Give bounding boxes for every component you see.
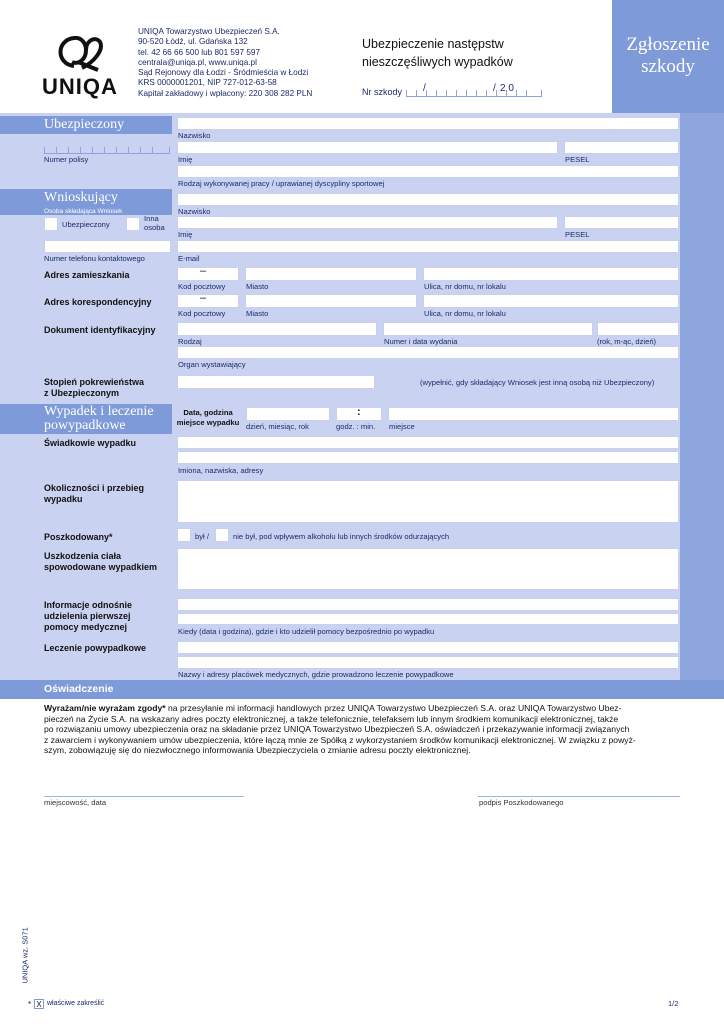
claim-number-year: 2 0 [500,83,514,94]
residence-street-label: Ulica, nr domu, nr lokalu [424,282,506,291]
insured-surname-input[interactable] [177,117,679,130]
insured-firstname-label: Imię [178,155,193,164]
footnote-asterisk: * [28,1000,32,1009]
id-date-format-hint: (rok, m-ąc, dzień) [597,337,657,346]
form-badge [612,0,724,113]
correspondence-street-label: Ulica, nr domu, nr lokalu [424,309,506,318]
uniqa-emblem-icon [42,32,126,72]
medical-help-label: Informacje odnośnie udzielenia pierwszej pomocy medycznej [44,600,133,632]
form-code: UNIQA wz. S071 [20,927,30,984]
medical-help-input-2[interactable] [177,613,679,625]
id-issuer-input[interactable] [177,346,679,359]
claim-number-field[interactable] [406,89,542,97]
applicant-other-option-label: Inna osoba [144,214,165,232]
accident-time-format: godz. : min. [336,422,376,431]
section-applicant-heading [0,189,172,215]
applicant-firstname-label: Imię [178,230,193,239]
email-input[interactable] [177,240,679,253]
checkbox-x-icon: X [36,1000,42,1009]
id-number-input[interactable] [383,322,593,336]
badge-line: szkody [641,56,695,77]
address-line: tel. 42 66 66 500 lub 801 597 597 [138,47,261,57]
insured-pesel-input[interactable] [564,141,679,154]
applicant-surname-label: Nazwisko [178,207,211,216]
signature-line[interactable] [478,796,680,797]
postal-code-dash: – [200,265,207,277]
residence-city-label: Miasto [246,282,269,291]
form-title-line: nieszczęśliwych wypadków [362,55,513,69]
alcohol-was-checkbox[interactable] [177,528,191,542]
statement-text: Wyrażam/nie wyrażam zgody* na przesyłanie mi informacji handlowych przez UNIQA Towarzystwo Ubezpieczeń S.A. oraz UNIQA Towarzystwo Ubez- pieczeń na Życie S.A. na wskazany adres poczty elektronicznej, a także telefonicznie, telefaksem lub innym środkiem komunikacji elektronicznej, także po rozwiązaniu umowy ubezpieczenia oraz na składanie przez UNIQA Towarzystwo Ubezpieczeń S.A. oświadczeń i przekazywanie informacji związanych z zawarciem i wykonywaniem umów ubezpieczenia, które łączą mnie ze Spółką z wykorzystaniem środków komunikacji elektronicznej. W związku z powyż- szym, zobowiązuję się do niezwłocznego informowania Ubezpieczyciela o zmianie adresu poczty elektronicznej. [44,703,636,756]
treatment-hint: Nazwy i adresy placówek medycznych, gdzie prowadzono leczenie powypadkowe [178,670,454,679]
circumstances-textarea[interactable] [177,480,679,523]
accident-place-input[interactable] [388,407,679,421]
logo-wordmark: UNIQA [42,74,118,99]
applicant-firstname-input[interactable] [177,216,558,229]
insured-pesel-label: PESEL [565,155,590,164]
form-title [362,35,513,71]
applicant-surname-input[interactable] [177,193,679,206]
accident-date-input[interactable] [246,407,330,421]
victim-label: Poszkodowany* [44,532,113,542]
claim-number-slash: / [423,83,426,94]
residence-postal-code-input[interactable] [177,267,239,281]
injuries-label: Uszkodzenia ciała spowodowane wypadkiem [44,551,158,572]
footnote-checkbox [34,999,44,1009]
treatment-input-2[interactable] [177,656,679,669]
correspondence-postal-code-label: Kod pocztowy [178,309,226,318]
injuries-textarea[interactable] [177,548,679,590]
witnesses-input-2[interactable] [177,451,679,464]
email-label: E-mail [178,254,200,263]
applicant-subheading: Osoba składająca Wniosek [44,208,123,215]
correspondence-city-input[interactable] [245,294,417,308]
witnesses-hint: Imiona, nazwiska, adresy [178,466,264,475]
address-line: Kapitał zakładowy i wpłacony: 220 308 282 PLN [138,88,313,98]
id-issuer-label: Organ wystawiający [178,360,246,369]
correspondence-city-label: Miasto [246,309,269,318]
applicant-pesel-label: PESEL [565,230,590,239]
witnesses-label: Świadkowie wypadku [44,438,137,448]
accident-date-format: dzień, miesiąc, rok [246,422,309,431]
insured-occupation-input[interactable] [177,165,679,178]
circumstances-label: Okoliczności i przebieg wypadku [44,483,145,504]
witnesses-input-1[interactable] [177,436,679,449]
signature-label: podpis Poszkodowanego [479,798,564,807]
address-line: Sąd Rejonowy dla Łodzi - Śródmieścia w Łodzi [138,68,309,78]
insured-surname-label: Nazwisko [178,131,211,140]
correspondence-address-label: Adres korespondencyjny [44,297,152,307]
right-margin-band [680,113,724,699]
address-line: 90-520 Łódź, ul. Gdańska 132 [138,37,248,47]
claim-number-label: Nr szkody [362,87,403,97]
phone-label: Numer telefonu kontaktowego [44,254,145,263]
section-insured-heading: Ubezpieczony [0,116,172,134]
kinship-input[interactable] [177,375,375,389]
badge-line: Zgłoszenie [626,34,710,55]
residence-street-input[interactable] [423,267,679,281]
alcohol-was-not-checkbox[interactable] [215,528,229,542]
alcohol-was-not-label: nie był, pod wpływem alkoholu lub innych środków odurzających [233,532,450,541]
page-number: 1/2 [668,999,679,1008]
postal-code-dash: – [200,292,207,304]
policy-number-field[interactable] [44,146,170,154]
policy-number-label: Numer polisy [44,155,89,164]
residence-address-label: Adres zamieszkania [44,270,130,280]
phone-input[interactable] [44,240,171,253]
section-statement-heading: Oświadczenie [0,680,724,699]
id-document-label: Dokument identyfikacyjny [44,325,156,335]
id-number-date-label: Numer i data wydania [384,337,458,346]
medical-help-input-1[interactable] [177,598,679,611]
kinship-note: (wypełnić, gdy składający Wniosek jest inną osobą niż Ubezpieczony) [420,378,655,387]
footnote-text: właściwe zakreślić [47,1000,105,1007]
time-colon: : [357,406,361,418]
id-type-label: Rodzaj [178,337,202,346]
applicant-other-checkbox[interactable] [126,217,140,231]
place-date-label: miejscowość, data [44,798,107,807]
address-line: centrala@uniqa.pl, www.uniqa.pl [138,57,257,67]
kinship-label: Stopień pokrewieństwa z Ubezpieczonym [44,377,145,398]
company-address [138,27,312,99]
uniqa-logo [42,32,126,98]
applicant-pesel-input[interactable] [564,216,679,229]
residence-city-input[interactable] [245,267,417,281]
correspondence-street-input[interactable] [423,294,679,308]
accident-place-label: miejsce [389,422,415,431]
insured-firstname-input[interactable] [177,141,558,154]
residence-postal-code-label: Kod pocztowy [178,282,226,291]
accident-datetime-label: Data, godzina miejsce wypadku [176,408,240,427]
treatment-label: Leczenie powypadkowe [44,643,147,653]
form-title-line: Ubezpieczenie następstw [362,37,504,51]
address-line: UNIQA Towarzystwo Ubezpieczeń S.A. [138,27,280,36]
alcohol-was-label: był / [195,532,209,541]
id-type-input[interactable] [177,322,377,336]
applicant-insured-option-label: Ubezpieczony [62,220,110,229]
applicant-heading-text: Wnioskujący [44,190,118,205]
applicant-insured-checkbox[interactable] [44,217,58,231]
id-issue-date-input[interactable] [597,322,679,336]
treatment-input-1[interactable] [177,641,679,654]
place-date-line[interactable] [44,796,244,797]
medical-help-hint: Kiedy (data i godzina), gdzie i kto udzielił pomocy bezpośrednio po wypadku [178,627,435,636]
address-line: KRS 0000001201, NIP 727-012-63-58 [138,78,277,88]
consent-bold: Wyrażam/nie wyrażam zgody* [44,703,166,713]
insured-occupation-label: Rodzaj wykonywanej pracy / uprawianej dyscypliny sportowej [178,179,385,188]
section-accident-heading: Wypadek i leczenie powypadkowe [0,404,172,434]
claim-number-slash: / [493,83,496,94]
correspondence-postal-code-input[interactable] [177,294,239,308]
